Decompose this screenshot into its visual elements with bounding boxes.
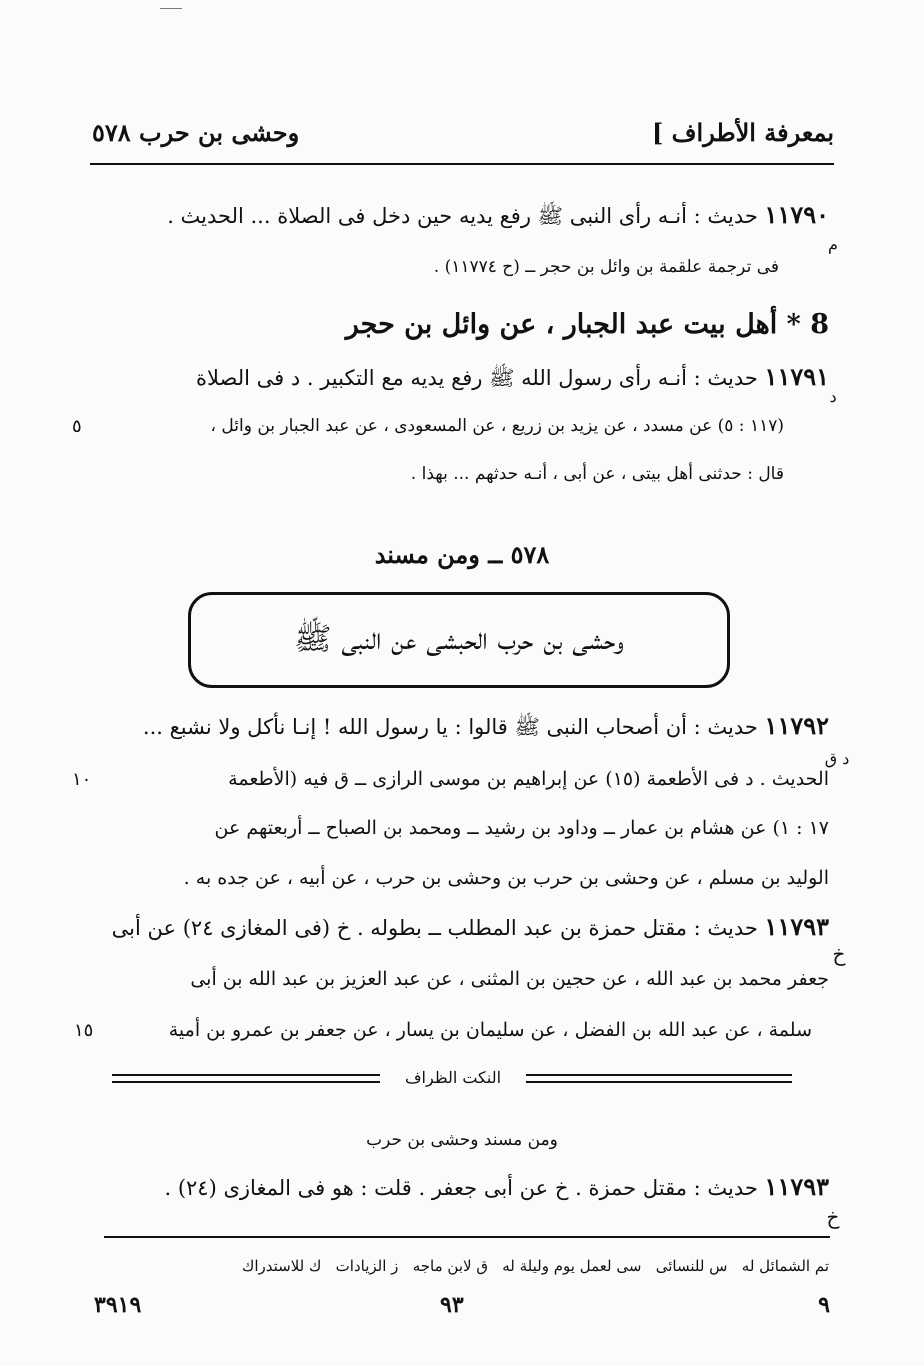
footer-left-number: ٣٩١٩ <box>94 1292 142 1318</box>
source-mark: م <box>828 235 838 254</box>
section-heading-8: 8 * أهل بيت عبد الجبار ، عن وائل بن حجر <box>345 309 829 340</box>
nukat-divider-label: النكت الظراف <box>404 1068 502 1087</box>
footer-volume-number: ٩ <box>818 1292 830 1318</box>
hadith-text: حديث : أنـه رأى النبى ﷺ رفع يديه حين دخل فى الصلاة ... الحديث . <box>167 204 758 228</box>
top-scan-mark <box>160 8 182 9</box>
header-rule <box>90 163 834 165</box>
hadith-number: ١١٧٩٢ <box>764 711 829 740</box>
musnad-title: وحشى بن حرب الحبشى عن النبى ﷺ <box>294 621 624 657</box>
line-number: ١٥ <box>74 1020 94 1041</box>
hadith-number: ١١٧٩٣ <box>764 1172 829 1201</box>
running-header-left: وحشى بن حرب ٥٧٨ <box>92 118 300 147</box>
hadith-11792-line-4: الوليد بن مسلم ، عن وحشى بن حرب بن وحشى بن حرب ، عن أبيه ، عن جده به . <box>183 867 829 889</box>
musnad-heading: ٥٧٨ ــ ومن مسند <box>374 540 550 569</box>
hadith-text: حديث : مقتل حمزة . خ عن أبى جعفر . قلت : هو فى المغازى (٢٤) . <box>164 1176 758 1200</box>
line-number: ٥ <box>72 416 82 437</box>
hadith-text: حديث : أن أصحاب النبى ﷺ قالوا : يا رسول الله ! إنـا نأكل ولا نشبع ... <box>142 715 758 739</box>
legend-rule <box>104 1236 830 1238</box>
hadith-number: ١١٧٩٣ <box>764 912 829 941</box>
hadith-11791-line-2: (١١٧ : ٥) عن مسدد ، عن يزيد بن زريع ، عن المسعودى ، عن عبد الجبار بن وائل ، <box>210 416 784 436</box>
hadith-11790-line-1 <box>94 193 829 237</box>
abbreviation-legend: تم الشمائل له س للنسائى سى لعمل يوم وليلة له ق لابن ماجه ز الزيادات ك للاستدراك <box>241 1257 829 1275</box>
hadith-11792-line-1 <box>94 704 829 748</box>
hadith-11793-line-2: جعفر محمد بن عبد الله ، عن حجين بن المثنى ، عن عبد العزيز بن عبد الله بن أبى <box>190 968 829 990</box>
footer-page-number: ٩٣ <box>440 1292 464 1318</box>
source-mark: د <box>829 387 837 406</box>
nukat-heading: ومن مسند وحشى بن حرب <box>366 1130 558 1150</box>
hadith-11792-line-2: الحديث . د فى الأطعمة (١٥) عن إبراهيم بن موسى الرازى ــ ق فيه (الأطعمة <box>228 768 829 790</box>
hadith-text: حديث : أنـه رأى رسول الله ﷺ رفع يديه مع التكبير . د فى الصلاة <box>195 366 758 390</box>
source-mark: خ <box>832 942 846 966</box>
hadith-number: ١١٧٩٠ <box>764 200 829 229</box>
running-header-right: بمعرفة الأطراف ] <box>651 118 834 147</box>
nukat-divider-label-box <box>380 1064 526 1092</box>
nukat-11793-line <box>94 1165 829 1209</box>
hadith-text: حديث : مقتل حمزة بن عبد المطلب ــ بطوله . خ (فى المغازى ٢٤) عن أبى <box>111 916 758 940</box>
hadith-11793-line-1 <box>94 905 829 949</box>
hadith-11791-line-3: قال : حدثنى أهل بيتى ، عن أبى ، أنـه حدثهم ... بهذا . <box>410 464 784 484</box>
hadith-11790-line-2: فى ترجمة علقمة بن وائل بن حجر ــ (ح ١١٧٧٤) . <box>433 257 779 277</box>
musnad-title-box <box>188 592 730 688</box>
source-mark: خ <box>826 1205 840 1229</box>
hadith-11793-line-3: سلمة ، عن عبد الله بن الفضل ، عن سليمان بن يسار ، عن جعفر بن عمرو بن أمية <box>168 1019 812 1041</box>
line-number: ١٠ <box>72 769 92 790</box>
hadith-11792-line-3: ١٧ : ١) عن هشام بن عمار ــ وداود بن رشيد ــ ومحمد بن الصباح ــ أربعتهم عن <box>214 817 829 839</box>
source-mark: د ق <box>824 749 850 768</box>
hadith-11791-line-1 <box>94 355 829 399</box>
hadith-number: ١١٧٩١ <box>764 362 829 391</box>
